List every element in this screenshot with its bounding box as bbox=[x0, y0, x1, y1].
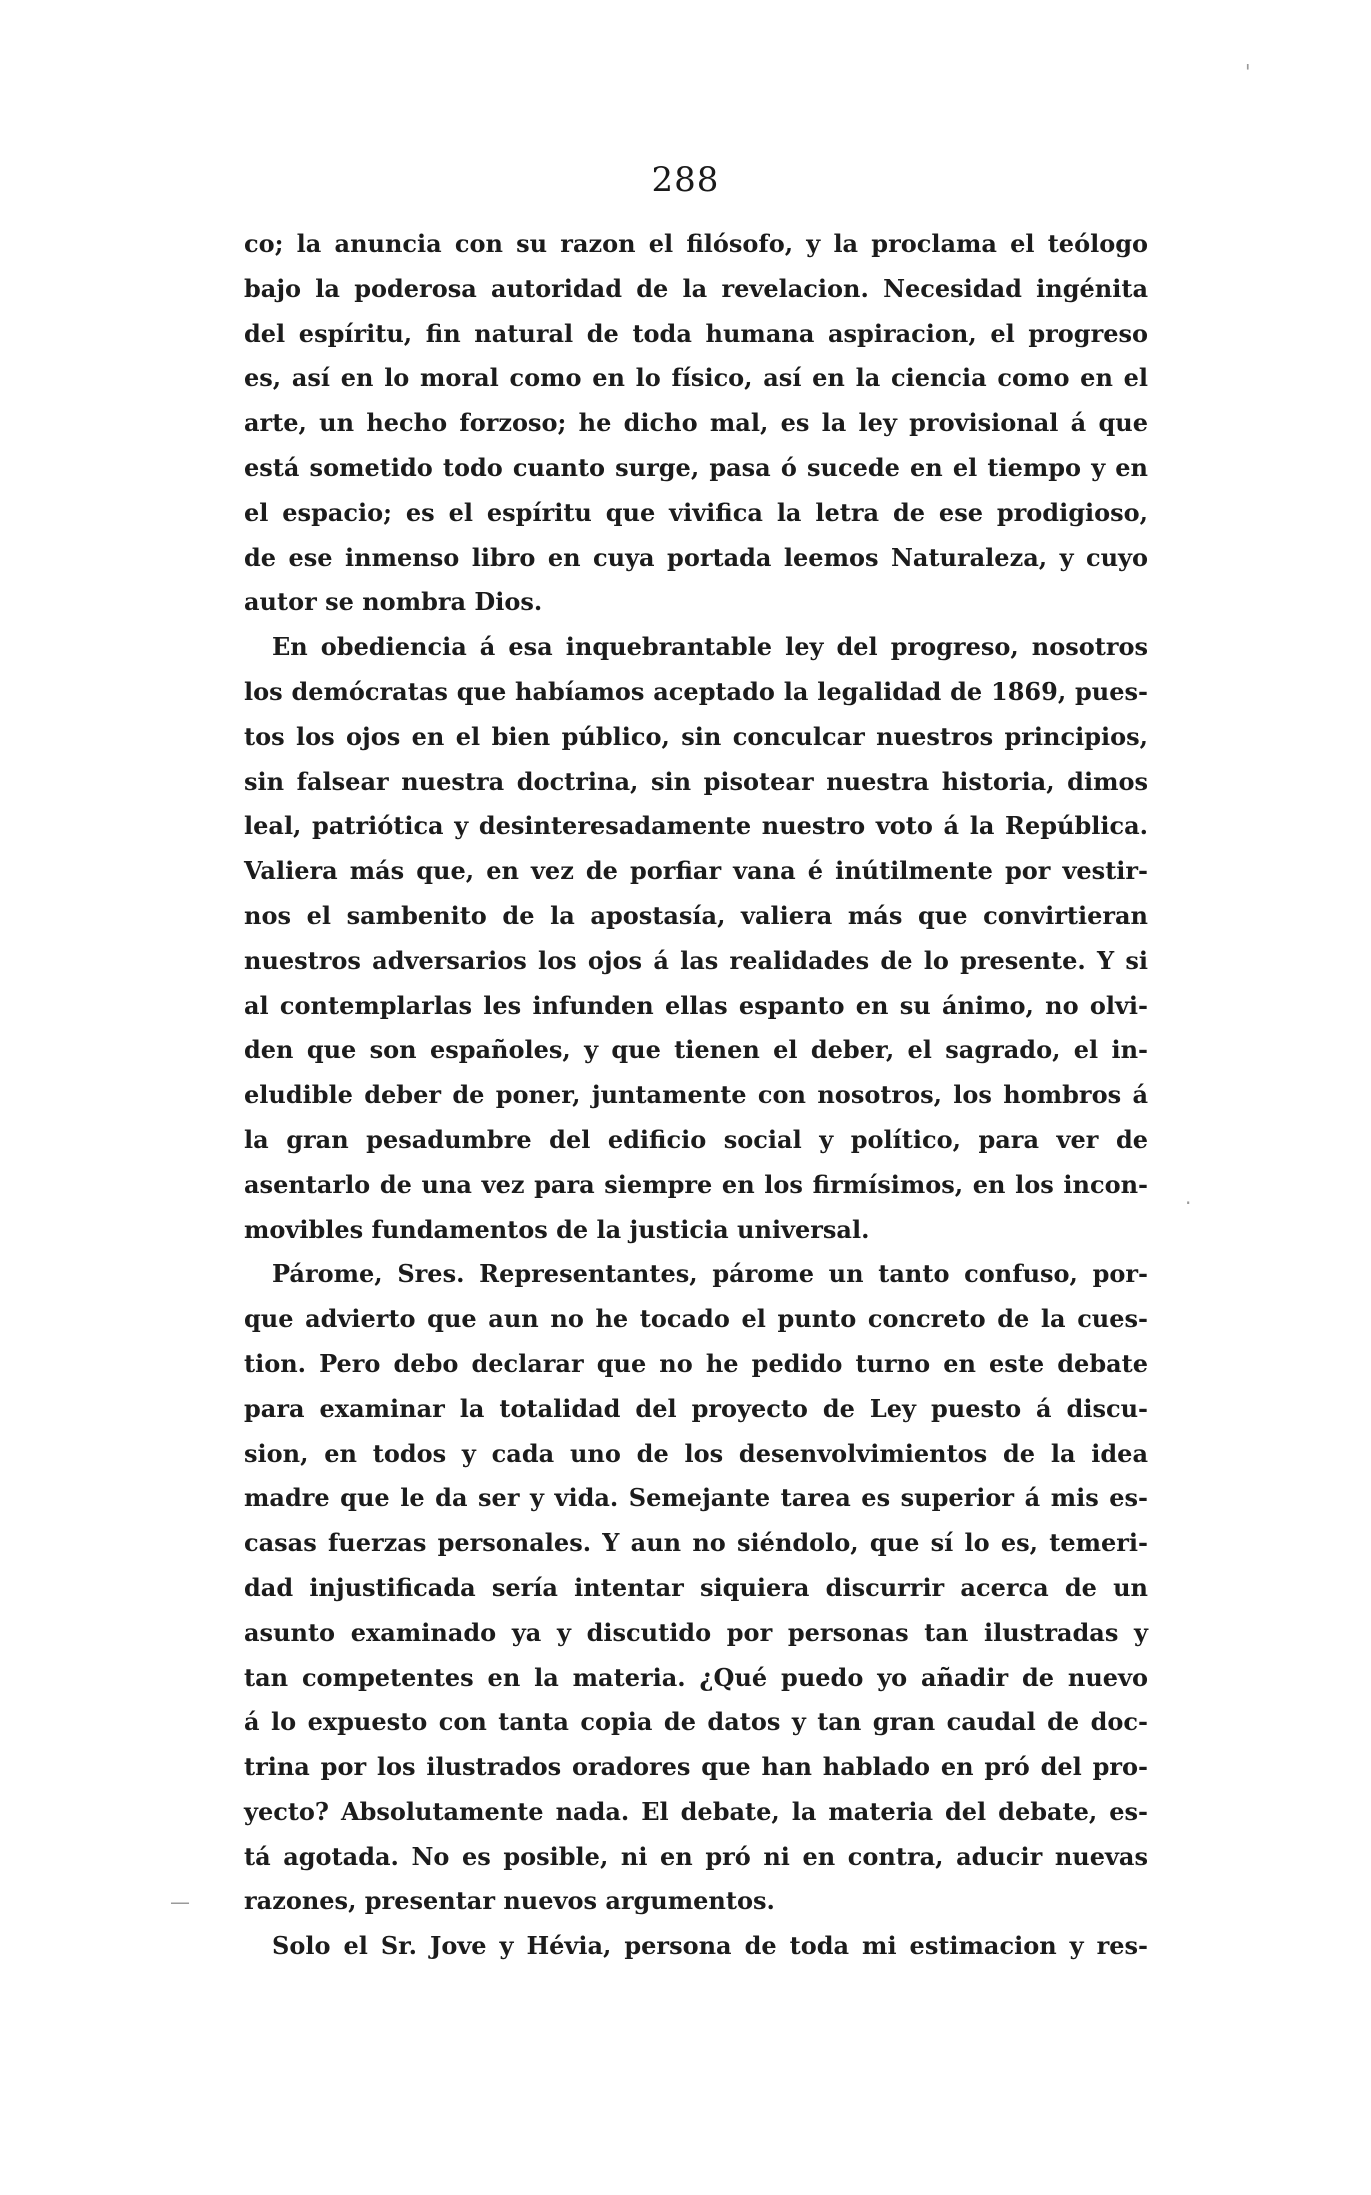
text-line: la gran pesadumbre del edificio social y político, para ver de bbox=[244, 1124, 1148, 1154]
text-line: á lo expuesto con tanta copia de datos y tan gran caudal de doc- bbox=[244, 1707, 1148, 1737]
text-line: que advierto que aun no he tocado el punto concreto de la cues- bbox=[244, 1304, 1148, 1334]
text-line: movibles fundamentos de la justicia universal. bbox=[244, 1214, 870, 1244]
scan-speck: ' bbox=[1245, 60, 1251, 84]
text-line: tion. Pero debo declarar que no he pedido turno en este debate bbox=[244, 1348, 1148, 1378]
text-line: tos los ojos en el bien público, sin conculcar nuestros principios, bbox=[244, 721, 1148, 751]
body-text bbox=[244, 222, 1148, 1969]
text-line: nos el sambenito de la apostasía, valiera más que convirtieran bbox=[244, 900, 1148, 930]
text-line: En obediencia á esa inquebrantable ley del progreso, nosotros bbox=[272, 632, 1148, 662]
text-line: el espacio; es el espíritu que vivifica la letra de ese prodigioso, bbox=[244, 497, 1148, 527]
text-line: es, así en lo moral como en lo físico, así en la ciencia como en el bbox=[244, 363, 1148, 393]
text-line: para examinar la totalidad del proyecto de Ley puesto á discu- bbox=[244, 1393, 1148, 1423]
text-line: sin falsear nuestra doctrina, sin pisotear nuestra historia, dimos bbox=[244, 766, 1148, 796]
text-line: Párome, Sres. Representantes, párome un tanto confuso, por- bbox=[272, 1259, 1148, 1289]
text-line: arte, un hecho forzoso; he dicho mal, es la ley provisional á que bbox=[244, 408, 1148, 438]
text-line: eludible deber de poner, juntamente con nosotros, los hombros á bbox=[244, 1080, 1148, 1110]
text-line: los demócratas que habíamos aceptado la legalidad de 1869, pues- bbox=[244, 676, 1148, 706]
text-line: tá agotada. No es posible, ni en pró ni en contra, aducir nuevas bbox=[244, 1841, 1148, 1871]
text-line: nuestros adversarios los ojos á las realidades de lo presente. Y si bbox=[244, 945, 1148, 975]
text-line: asunto examinado ya y discutido por personas tan ilustradas y bbox=[244, 1617, 1148, 1647]
text-line: Solo el Sr. Jove y Hévia, persona de toda mi estimacion y res- bbox=[272, 1931, 1148, 1961]
text-line: casas fuerzas personales. Y aun no siéndolo, que sí lo es, temeri- bbox=[244, 1528, 1148, 1558]
text-line: madre que le da ser y vida. Semejante tarea es superior á mis es- bbox=[244, 1483, 1148, 1513]
text-line: asentarlo de una vez para siempre en los firmísimos, en los incon- bbox=[244, 1169, 1148, 1199]
text-line: dad injustificada sería intentar siquiera discurrir acerca de un bbox=[244, 1572, 1148, 1602]
text-line: leal, patriótica y desinteresadamente nuestro voto á la República. bbox=[244, 811, 1148, 841]
scan-speck: . bbox=[1185, 1185, 1192, 1209]
text-line: bajo la poderosa autoridad de la revelacion. Necesidad ingénita bbox=[244, 273, 1148, 303]
text-line: del espíritu, fin natural de toda humana aspiracion, el progreso bbox=[244, 318, 1148, 348]
text-line: trina por los ilustrados oradores que han hablado en pró del pro- bbox=[244, 1752, 1148, 1782]
text-line: Valiera más que, en vez de porfiar vana é inútilmente por vestir- bbox=[244, 856, 1148, 886]
text-line: co; la anuncia con su razon el filósofo, y la proclama el teólogo bbox=[244, 229, 1148, 258]
page-number: 288 bbox=[651, 160, 720, 200]
text-line: al contemplarlas les infunden ellas espanto en su ánimo, no olvi- bbox=[244, 990, 1148, 1020]
scan-speck: — bbox=[170, 1890, 190, 1914]
text-line: sion, en todos y cada uno de los desenvolvimientos de la idea bbox=[244, 1438, 1148, 1468]
text-line: den que son españoles, y que tienen el deber, el sagrado, el in- bbox=[244, 1035, 1148, 1065]
text-line: de ese inmenso libro en cuya portada leemos Naturaleza, y cuyo bbox=[244, 542, 1148, 572]
text-line: yecto? Absolutamente nada. El debate, la materia del debate, es- bbox=[244, 1796, 1148, 1826]
text-line: autor se nombra Dios. bbox=[244, 587, 543, 617]
text-line: razones, presentar nuevos argumentos. bbox=[244, 1886, 775, 1916]
text-line: tan competentes en la materia. ¿Qué puedo yo añadir de nuevo bbox=[244, 1662, 1148, 1692]
text-line: está sometido todo cuanto surge, pasa ó sucede en el tiempo y en bbox=[244, 452, 1148, 482]
